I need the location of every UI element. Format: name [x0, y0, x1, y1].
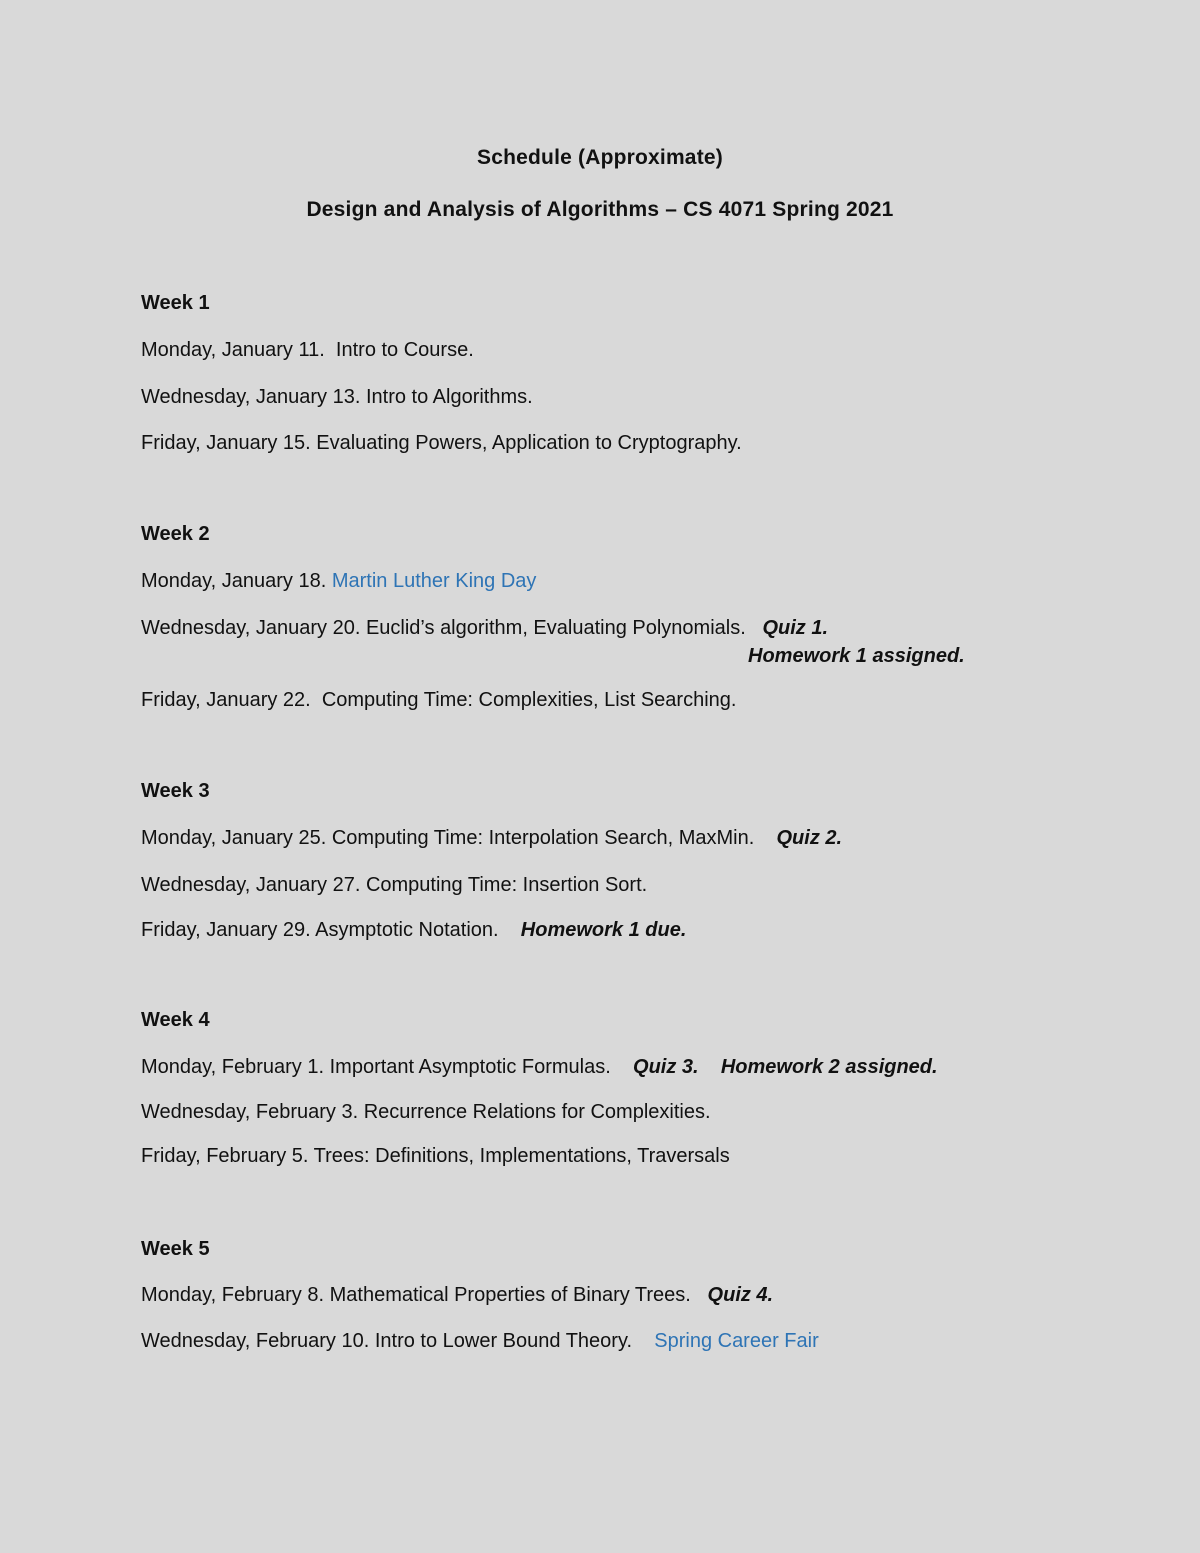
schedule-entry: Wednesday, January 20. Euclid’s algorithm, Evaluating Polynomials. Quiz 1. — [141, 617, 829, 639]
schedule-entry: Wednesday, January 13. Intro to Algorithms. — [141, 386, 533, 408]
page-title: Schedule (Approximate) — [477, 146, 723, 169]
schedule-entry: Wednesday, February 10. Intro to Lower Bound Theory. Spring Career Fair — [141, 1330, 819, 1352]
week-heading: Week 1 — [141, 292, 210, 314]
week-heading: Week 5 — [141, 1238, 210, 1260]
homework-note: Homework 1 due. — [520, 919, 687, 941]
week-heading: Week 4 — [141, 1009, 210, 1031]
week-heading: Week 2 — [141, 523, 210, 545]
schedule-entry: Monday, January 11. Intro to Course. — [141, 339, 474, 361]
course-subtitle: Design and Analysis of Algorithms – CS 4071 Spring 2021 — [306, 198, 894, 221]
schedule-entry: Friday, January 29. Asymptotic Notation. Homework 1 due. — [141, 919, 687, 941]
quiz-note: Quiz 3. — [633, 1056, 699, 1078]
homework-note: Homework 2 assigned. — [698, 1056, 938, 1078]
schedule-entry: Monday, February 1. Important Asymptotic Formulas. Quiz 3. Homework 2 assigned. — [141, 1056, 938, 1078]
schedule-entry: Wednesday, February 3. Recurrence Relations for Complexities. — [141, 1101, 711, 1123]
week-heading: Week 3 — [141, 780, 210, 802]
schedule-entry: Monday, January 18. Martin Luther King Day — [141, 570, 537, 592]
quiz-note: Quiz 2. — [776, 827, 843, 849]
holiday-link[interactable]: Martin Luther King Day — [331, 570, 537, 592]
schedule-entry: Friday, January 22. Computing Time: Complexities, List Searching. — [141, 689, 737, 711]
homework-note: Homework 1 assigned. — [748, 645, 965, 667]
schedule-entry: Wednesday, January 27. Computing Time: Insertion Sort. — [141, 874, 648, 896]
career-fair-link[interactable]: Spring Career Fair — [654, 1330, 819, 1352]
schedule-entry: Friday, February 5. Trees: Definitions, Implementations, Traversals — [141, 1145, 730, 1167]
schedule-entry: Monday, February 8. Mathematical Properties of Binary Trees. Quiz 4. — [141, 1284, 774, 1306]
schedule-entry: Friday, January 15. Evaluating Powers, Application to Cryptography. — [141, 432, 742, 454]
quiz-note: Quiz 4. — [707, 1284, 774, 1306]
schedule-entry: Monday, January 25. Computing Time: Interpolation Search, MaxMin. Quiz 2. — [141, 827, 843, 849]
quiz-note: Quiz 1. — [762, 617, 829, 639]
